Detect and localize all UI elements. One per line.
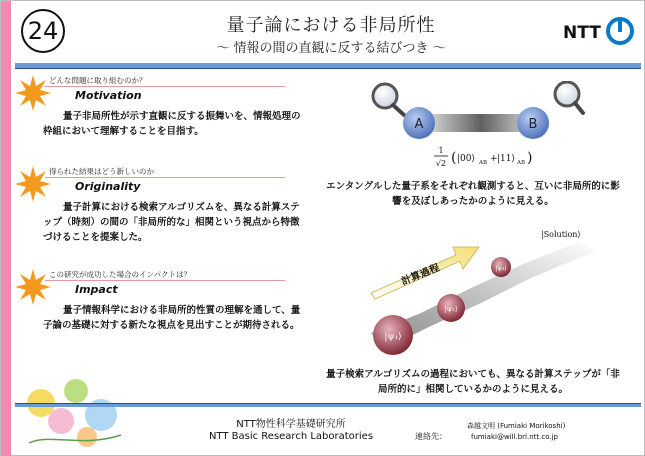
state-label-1: |ψ₁⟩ <box>384 332 402 342</box>
starburst-icon <box>15 166 51 202</box>
page-title: 量子論における非局所性 <box>226 15 436 36</box>
magnifier-icon-left <box>373 84 404 115</box>
section-rule <box>45 177 285 178</box>
formula-sub-2: AB <box>517 160 526 166</box>
formula-paren-open: ( <box>451 150 457 166</box>
starburst-icon <box>15 75 51 111</box>
formula-term-2: |11⟩ <box>497 154 515 164</box>
starburst-icon <box>15 269 51 305</box>
quantum-search-diagram <box>351 223 621 358</box>
section-body: 量子計算における検索アルゴリズムを、異なる計算ステップ（時刻）の間の「非局所的な」相関という視点から特徴づけることを提案した。 <box>43 202 300 243</box>
section-label: Originality <box>75 180 141 193</box>
section-question: どんな問題に取り組むのか？ <box>49 76 147 85</box>
section-label: Motivation <box>75 89 142 102</box>
contact-name: 森越文明 (Fumiaki Morikoshi) <box>467 422 566 430</box>
pink-side-bar <box>1 1 11 456</box>
arrow-label: 計算過程 <box>400 262 442 288</box>
search-caption: 量子検索アルゴリズムの過程においても、異なる計算ステップが「非局所的に」相関しているかのように見える。 <box>326 369 620 395</box>
slide-number-text: 24 <box>27 17 59 45</box>
contact-email[interactable]: fumiaki@will.brl.ntt.co.jp <box>471 433 559 441</box>
state-label-2: |ψ₂⟩ <box>444 305 458 313</box>
node-b-label: B <box>528 117 538 132</box>
lab-name-en: NTT Basic Research Laboratories <box>208 431 374 442</box>
section-question: 得られた結果はどう新しいのか <box>49 167 154 176</box>
slide-number <box>21 9 65 53</box>
node-a-label: A <box>414 117 424 132</box>
science-plaza-2009-logo <box>21 373 131 453</box>
ntt-logo-text: NTT <box>563 23 601 43</box>
formula-plus: + <box>490 154 498 164</box>
section-body: 量子非局所性が示す直観に反する振舞いを、情報処理の枠組において理解することを目指す。 <box>43 111 301 137</box>
entanglement-diagram <box>351 81 611 181</box>
page-subtitle: ～ 情報の間の直観に反する結びつき ～ <box>216 41 446 56</box>
bell-state-formula <box>434 146 532 168</box>
ntt-logo-icon <box>605 16 635 46</box>
footer-rule <box>15 404 641 407</box>
section-body: 量子情報科学における非局所的性質の理解を通して、量子論の基礎に対する新たな視点を見出すことが期待される。 <box>43 305 301 331</box>
section-rule <box>45 86 285 87</box>
formula-paren-close: ) <box>527 150 533 166</box>
header-rule-line <box>15 68 641 69</box>
formula-sub-1: AB <box>479 160 488 166</box>
state-label-3: |ψ₃⟩ <box>495 265 507 272</box>
lab-name-ja: NTT物性科学基礎研究所 <box>236 419 346 430</box>
formula-denominator: √2 <box>435 159 447 168</box>
section-question: この研究が成功した場合のインパクトは？ <box>49 270 191 279</box>
contact-label: 連絡先： <box>415 432 447 441</box>
magnifier-icon-right <box>555 82 583 113</box>
formula-numerator: 1 <box>438 146 444 155</box>
section-rule <box>45 280 285 281</box>
formula-term-1: |00⟩ <box>457 154 475 164</box>
entanglement-caption: エンタングルした量子系をそれぞれ観測すると、互いに非局所的に影響を及ぼしあったかのように見える。 <box>326 181 620 207</box>
section-label: Impact <box>75 283 118 296</box>
solution-label: |Solution⟩ <box>541 230 581 239</box>
